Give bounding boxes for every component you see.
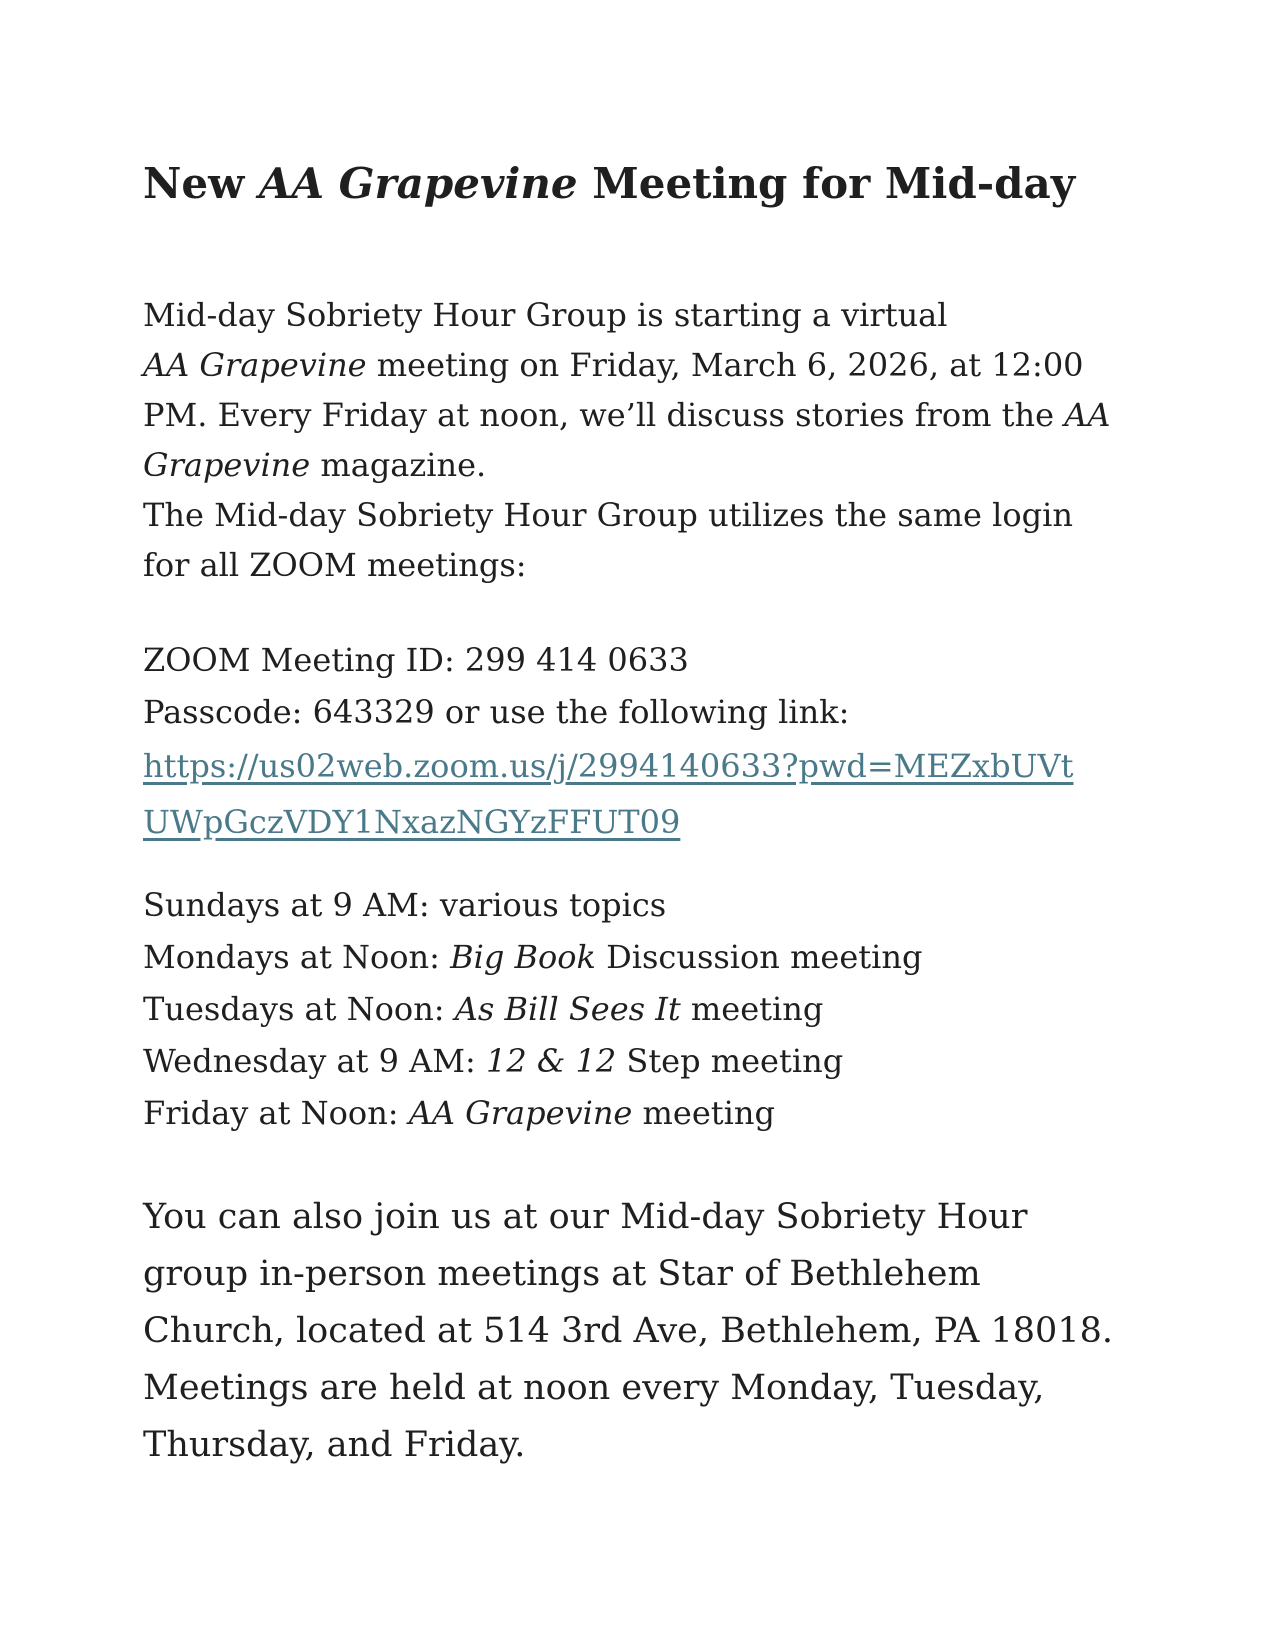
text-segment: magazine.: [310, 446, 487, 484]
text-line: [143, 152, 1143, 216]
text-segment: The Mid-day Sobriety Hour Group utilizes the same login: [143, 496, 1073, 534]
text-segment: Mondays at Noon:: [143, 938, 451, 976]
zoom-passcode: Passcode: 643329 or use the following link:: [143, 693, 850, 731]
text-line: [143, 440, 1143, 490]
zoom-login-details: [143, 634, 1143, 850]
text-line: [143, 1417, 1143, 1474]
text-line: [143, 540, 1143, 590]
text-segment: Meetings are held at noon every Monday, Tuesday,: [143, 1368, 1045, 1408]
text-segment: Church, located at 514 3rd Ave, Bethlehem, PA 18018.: [143, 1311, 1113, 1351]
text-segment: Discussion meeting: [595, 938, 923, 976]
italic-text-segment: Grapevine: [143, 446, 311, 484]
text-segment: New: [143, 159, 259, 208]
italic-text-segment: Big Book: [450, 938, 596, 976]
text-segment: PM. Every Friday at noon, we’ll discuss stories from the: [143, 396, 1065, 434]
text-segment: for all ZOOM meetings:: [143, 546, 527, 584]
text-segment: You can also join us at our Mid-day Sobriety Hour: [143, 1197, 1028, 1237]
text-segment: group in-person meetings at Star of Bethlehem: [143, 1254, 981, 1294]
text-segment: Sundays at 9 AM: various topics: [143, 886, 667, 924]
text-line: [143, 1303, 1143, 1360]
text-segment: Wednesday at 9 AM:: [143, 1042, 486, 1080]
italic-text-segment: As Bill Sees It: [454, 990, 681, 1028]
text-line: [143, 879, 1143, 931]
text-segment: Thursday, and Friday.: [143, 1425, 526, 1465]
italic-text-segment: AA Grapevine: [258, 159, 578, 208]
text-line: [143, 1360, 1143, 1417]
in-person-paragraph: [143, 1189, 1143, 1474]
italic-text-segment: AA Grapevine: [143, 346, 367, 384]
document-title: [143, 0, 1143, 216]
text-line: [143, 1189, 1143, 1246]
text-segment: Friday at Noon:: [143, 1094, 409, 1132]
zoom-meeting-link[interactable]: [143, 738, 1073, 850]
text-segment: Tuesdays at Noon:: [143, 990, 455, 1028]
text-line: [143, 1035, 1143, 1087]
text-segment: Mid-day Sobriety Hour Group is starting a virtual: [143, 296, 948, 334]
text-line: [143, 983, 1143, 1035]
text-line: [143, 340, 1143, 390]
text-line: [143, 490, 1143, 540]
italic-text-segment: 12 & 12: [485, 1042, 617, 1080]
text-line: [143, 390, 1143, 440]
weekly-schedule-list: [143, 879, 1143, 1139]
zoom-meeting-link-line1[interactable]: https://us02web.zoom.us/j/2994140633?pwd=MEZxbUVt: [143, 747, 1074, 785]
text-segment: meeting on Friday, March 6, 2026, at 12:00: [366, 346, 1084, 384]
text-line: [143, 1087, 1143, 1139]
text-segment: meeting: [680, 990, 824, 1028]
text-line: [143, 290, 1143, 340]
italic-text-segment: AA Grapevine: [408, 1094, 633, 1132]
text-line: [143, 931, 1143, 983]
text-segment: Step meeting: [616, 1042, 844, 1080]
text-segment: meeting: [632, 1094, 775, 1132]
text-line: [143, 1246, 1143, 1303]
zoom-meeting-link-line2[interactable]: UWpGczVDY1NxazNGYzFFUT09: [143, 803, 681, 841]
italic-text-segment: AA: [1064, 396, 1111, 434]
text-segment: Meeting for Mid-day: [577, 159, 1076, 208]
intro-paragraph: [143, 290, 1143, 590]
zoom-meeting-id: ZOOM Meeting ID: 299 414 0633: [143, 641, 689, 679]
document-content: [143, 0, 1143, 1474]
